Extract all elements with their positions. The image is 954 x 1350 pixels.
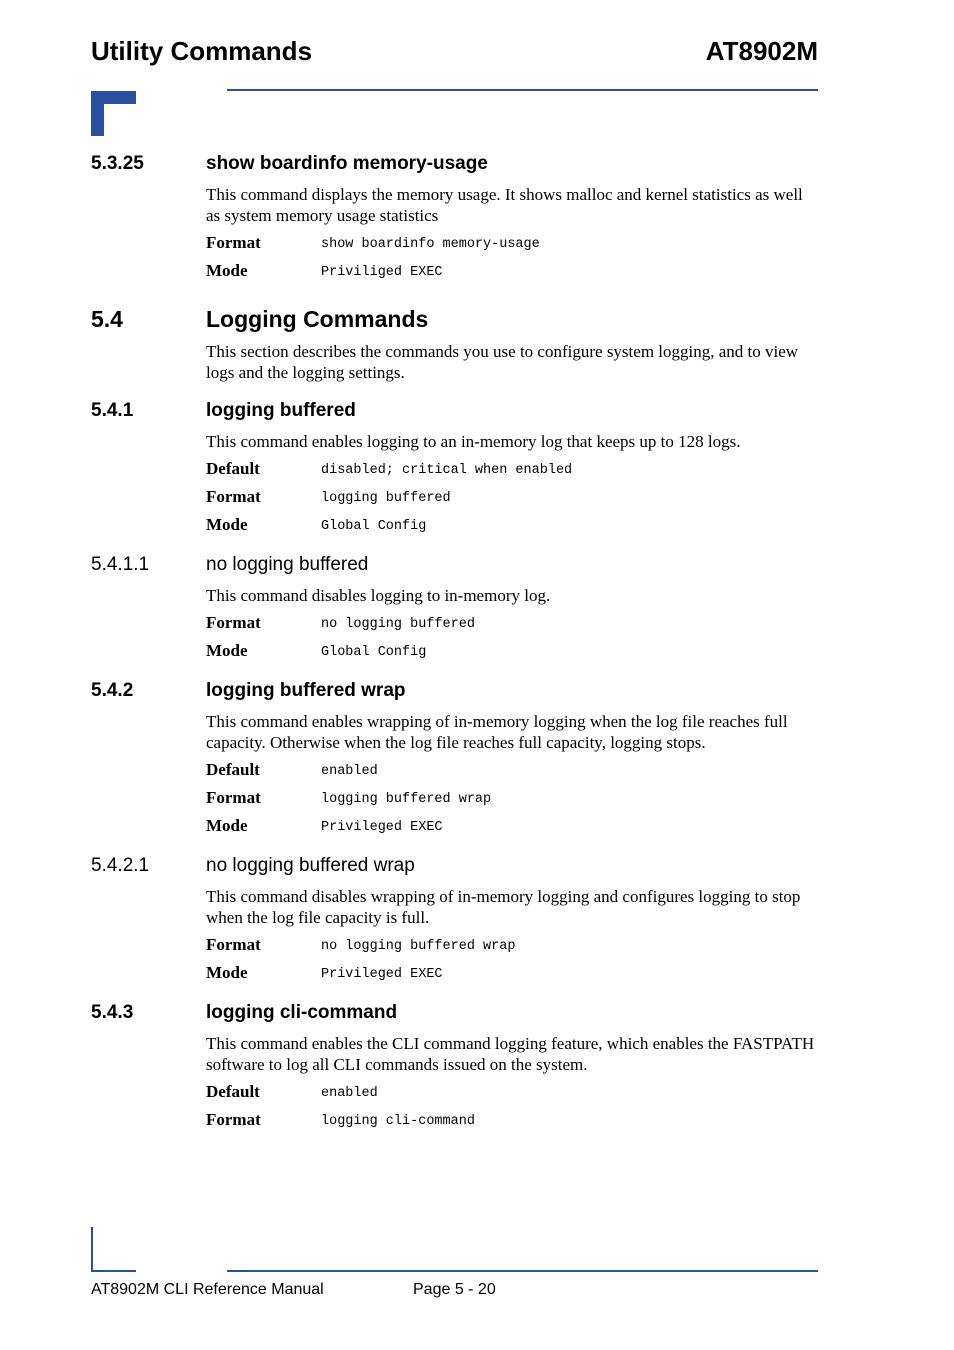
section-heading [91,397,818,425]
format-row [206,485,818,513]
section-number: 5.4.1 [91,400,134,421]
header-title: Utility Commands [91,36,313,66]
format-row [206,231,818,259]
section-title: Logging Commands [206,306,429,332]
format-row [206,933,818,961]
mode-row [206,639,818,667]
section-5-4-1-1 [91,551,818,667]
format-label: Format [206,233,261,252]
default-value: disabled; critical when enabled [321,463,573,478]
mode-label: Mode [206,641,248,660]
default-row [206,758,818,786]
default-label: Default [206,760,260,779]
format-value: no logging buffered [321,617,475,632]
section-description: This command enables logging to an in-memory log that keeps up to 128 logs. [206,432,741,451]
footer-rule [227,1270,818,1272]
mode-value: Global Config [321,645,427,660]
section-5-4-1 [91,397,818,541]
mode-label: Mode [206,963,248,982]
format-value: show boardinfo memory-usage [321,237,540,252]
mode-row [206,259,818,287]
section-description: This command enables the CLI command logging feature, which enables the FASTPATH software to log all CLI commands issued on the system. [206,1034,815,1074]
header-rule [227,89,818,91]
mode-label: Mode [206,261,248,280]
section-heading [91,303,818,335]
format-row [206,786,818,814]
section-title: logging buffered wrap [206,680,406,701]
default-value: enabled [321,1086,378,1101]
corner-mark-top-h [91,91,136,104]
format-row [206,1108,818,1136]
mode-row [206,961,818,989]
section-heading [91,852,818,880]
mode-value: Priviliged EXEC [321,265,443,280]
format-row [206,611,818,639]
mode-value: Privileged EXEC [321,967,443,982]
mode-value: Global Config [321,519,427,534]
mode-label: Mode [206,816,248,835]
section-number: 5.4.1.1 [91,554,150,575]
section-description: This command enables wrapping of in-memory logging when the log file reaches full capacity. Otherwise when the log file reaches full capacity, logging stops. [206,712,788,752]
default-value: enabled [321,764,378,779]
section-5-4-3 [91,999,818,1136]
format-label: Format [206,788,261,807]
default-row [206,1080,818,1108]
format-value: no logging buffered wrap [321,939,516,954]
corner-mark-bottom-h [91,1270,136,1272]
section-heading [91,150,818,178]
mode-row [206,814,818,842]
section-heading [91,551,818,579]
section-description: This section describes the commands you use to configure system logging, and to view logs and the logging settings. [206,342,799,382]
mode-label: Mode [206,515,248,534]
format-label: Format [206,935,261,954]
section-number: 5.4.2 [91,680,134,701]
mode-row [206,513,818,541]
header-product: AT8902M [705,36,818,66]
section-title: show boardinfo memory-usage [206,153,488,174]
format-label: Format [206,613,261,632]
section-number: 5.4.3 [91,1002,134,1023]
section-5-4-2-1 [91,852,818,989]
format-value: logging buffered wrap [321,792,492,807]
section-title: logging buffered [206,400,356,421]
section-title: logging cli-command [206,1002,398,1023]
format-label: Format [206,487,261,506]
section-5-3-25 [91,150,818,287]
section-number: 5.4 [91,306,123,332]
default-row [206,457,818,485]
section-number: 5.4.2.1 [91,855,150,876]
section-heading [91,999,818,1027]
format-value: logging cli-command [321,1114,475,1129]
section-5-4 [91,303,818,383]
section-number: 5.3.25 [91,153,144,174]
section-title: no logging buffered wrap [206,855,415,876]
section-title: no logging buffered [206,554,369,575]
section-5-4-2 [91,677,818,842]
corner-mark-bottom [91,1227,93,1272]
format-label: Format [206,1110,261,1129]
section-description: This command disables wrapping of in-memory logging and configures logging to stop when the log file capacity is full. [206,887,801,927]
default-label: Default [206,459,260,478]
section-description: This command displays the memory usage. It shows malloc and kernel statistics as well as system memory usage statistics [206,185,803,225]
page-content [91,150,818,1136]
section-heading [91,677,818,705]
default-label: Default [206,1082,260,1101]
section-description: This command disables logging to in-memory log. [206,586,551,605]
footer-page-number: Page 5 - 20 [413,1281,496,1298]
format-value: logging buffered [321,491,451,506]
footer-manual-title: AT8902M CLI Reference Manual [91,1281,324,1298]
mode-value: Privileged EXEC [321,820,443,835]
